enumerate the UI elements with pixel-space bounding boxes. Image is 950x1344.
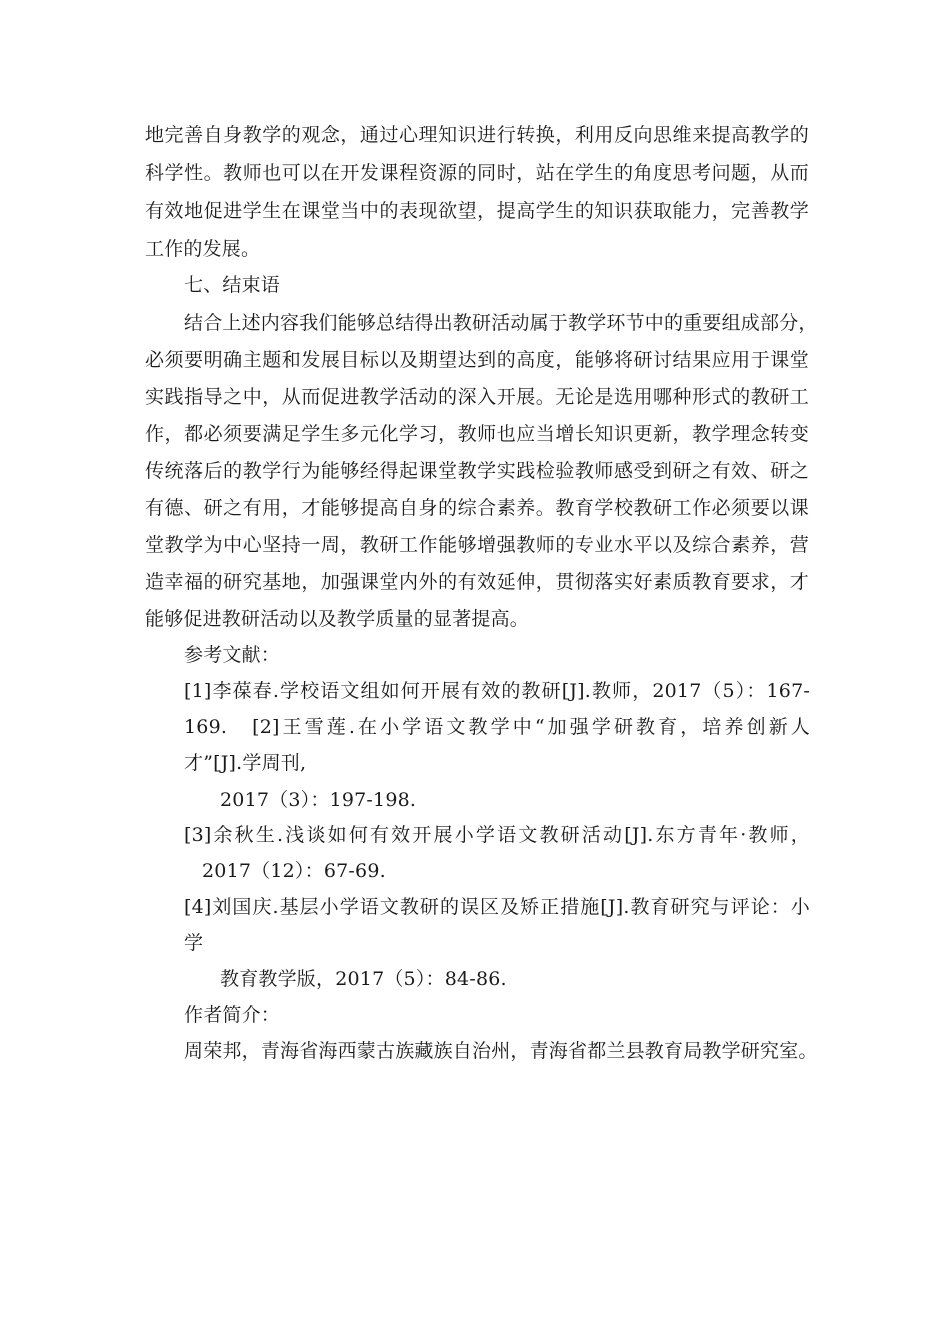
section-heading: 七、结束语 — [184, 274, 281, 296]
body-text-line: 工作的发展。 — [145, 238, 261, 260]
reference-line: 教育教学版，2017（5）：84-86. — [220, 968, 507, 990]
references-heading: 参考文献： — [184, 644, 281, 666]
body-text-line: 结合上述内容我们能够总结得出教研活动属于教学环节中的重要组成部分， — [184, 312, 818, 334]
reference-line: 才”[J].学周刊, — [184, 752, 307, 774]
body-text-line: 能够促进教研活动以及教学质量的显著提高。 — [145, 608, 530, 630]
author-info: 周荣邦，青海省海西蒙古族藏族自治州，青海省都兰县教育局教学研究室。 — [184, 1040, 818, 1062]
author-heading: 作者简介： — [184, 1004, 281, 1026]
reference-line: 2017（3）：197-198. — [220, 789, 417, 811]
body-text-line: 有效地促进学生在课堂当中的表现欲望，提高学生的知识获取能力，完善教学 — [145, 200, 809, 222]
body-text-line: 必须要明确主题和发展目标以及期望达到的高度，能够将研讨结果应用于课堂 — [145, 349, 809, 371]
reference-line: 学 — [184, 932, 204, 954]
reference-line: 2017（12）：67-69. — [202, 860, 386, 882]
body-text-line: 堂教学为中心坚持一周，教研工作能够增强教师的专业水平以及综合素养，营 — [145, 534, 809, 556]
body-text-line: 实践指导之中，从而促进教学活动的深入开展。无论是选用哪种形式的教研工 — [145, 386, 809, 408]
reference-line: 169. [2]王雪莲.在小学语文教学中“加强学研教育，培养创新人 — [184, 716, 810, 738]
body-text-line: 传统落后的教学行为能够经得起课堂教学实践检验教师感受到研之有效、研之 — [145, 460, 809, 482]
body-text-line: 地完善自身教学的观念，通过心理知识进行转换，利用反向思维来提高教学的 — [145, 124, 809, 146]
reference-line: [4]刘国庆.基层小学语文教研的误区及矫正措施[J].教育研究与评论：小 — [184, 896, 810, 918]
body-text-line: 造幸福的研究基地，加强课堂内外的有效延伸，贯彻落实好素质教育要求，才 — [145, 571, 809, 593]
reference-line: [3]余秋生.浅谈如何有效开展小学语文教研活动[J].东方青年·教师， — [184, 824, 810, 846]
body-text-line: 作，都必须要满足学生多元化学习，教师也应当增长知识更新，教学理念转变 — [145, 423, 809, 445]
body-text-line: 有德、研之有用，才能够提高自身的综合素养。教育学校教研工作必须要以课 — [145, 497, 809, 519]
body-text-line: 科学性。教师也可以在开发课程资源的同时，站在学生的角度思考问题，从而 — [145, 162, 809, 184]
reference-line: [1]李葆春.学校语文组如何开展有效的教研[J].教师，2017（5）：167- — [184, 680, 810, 702]
